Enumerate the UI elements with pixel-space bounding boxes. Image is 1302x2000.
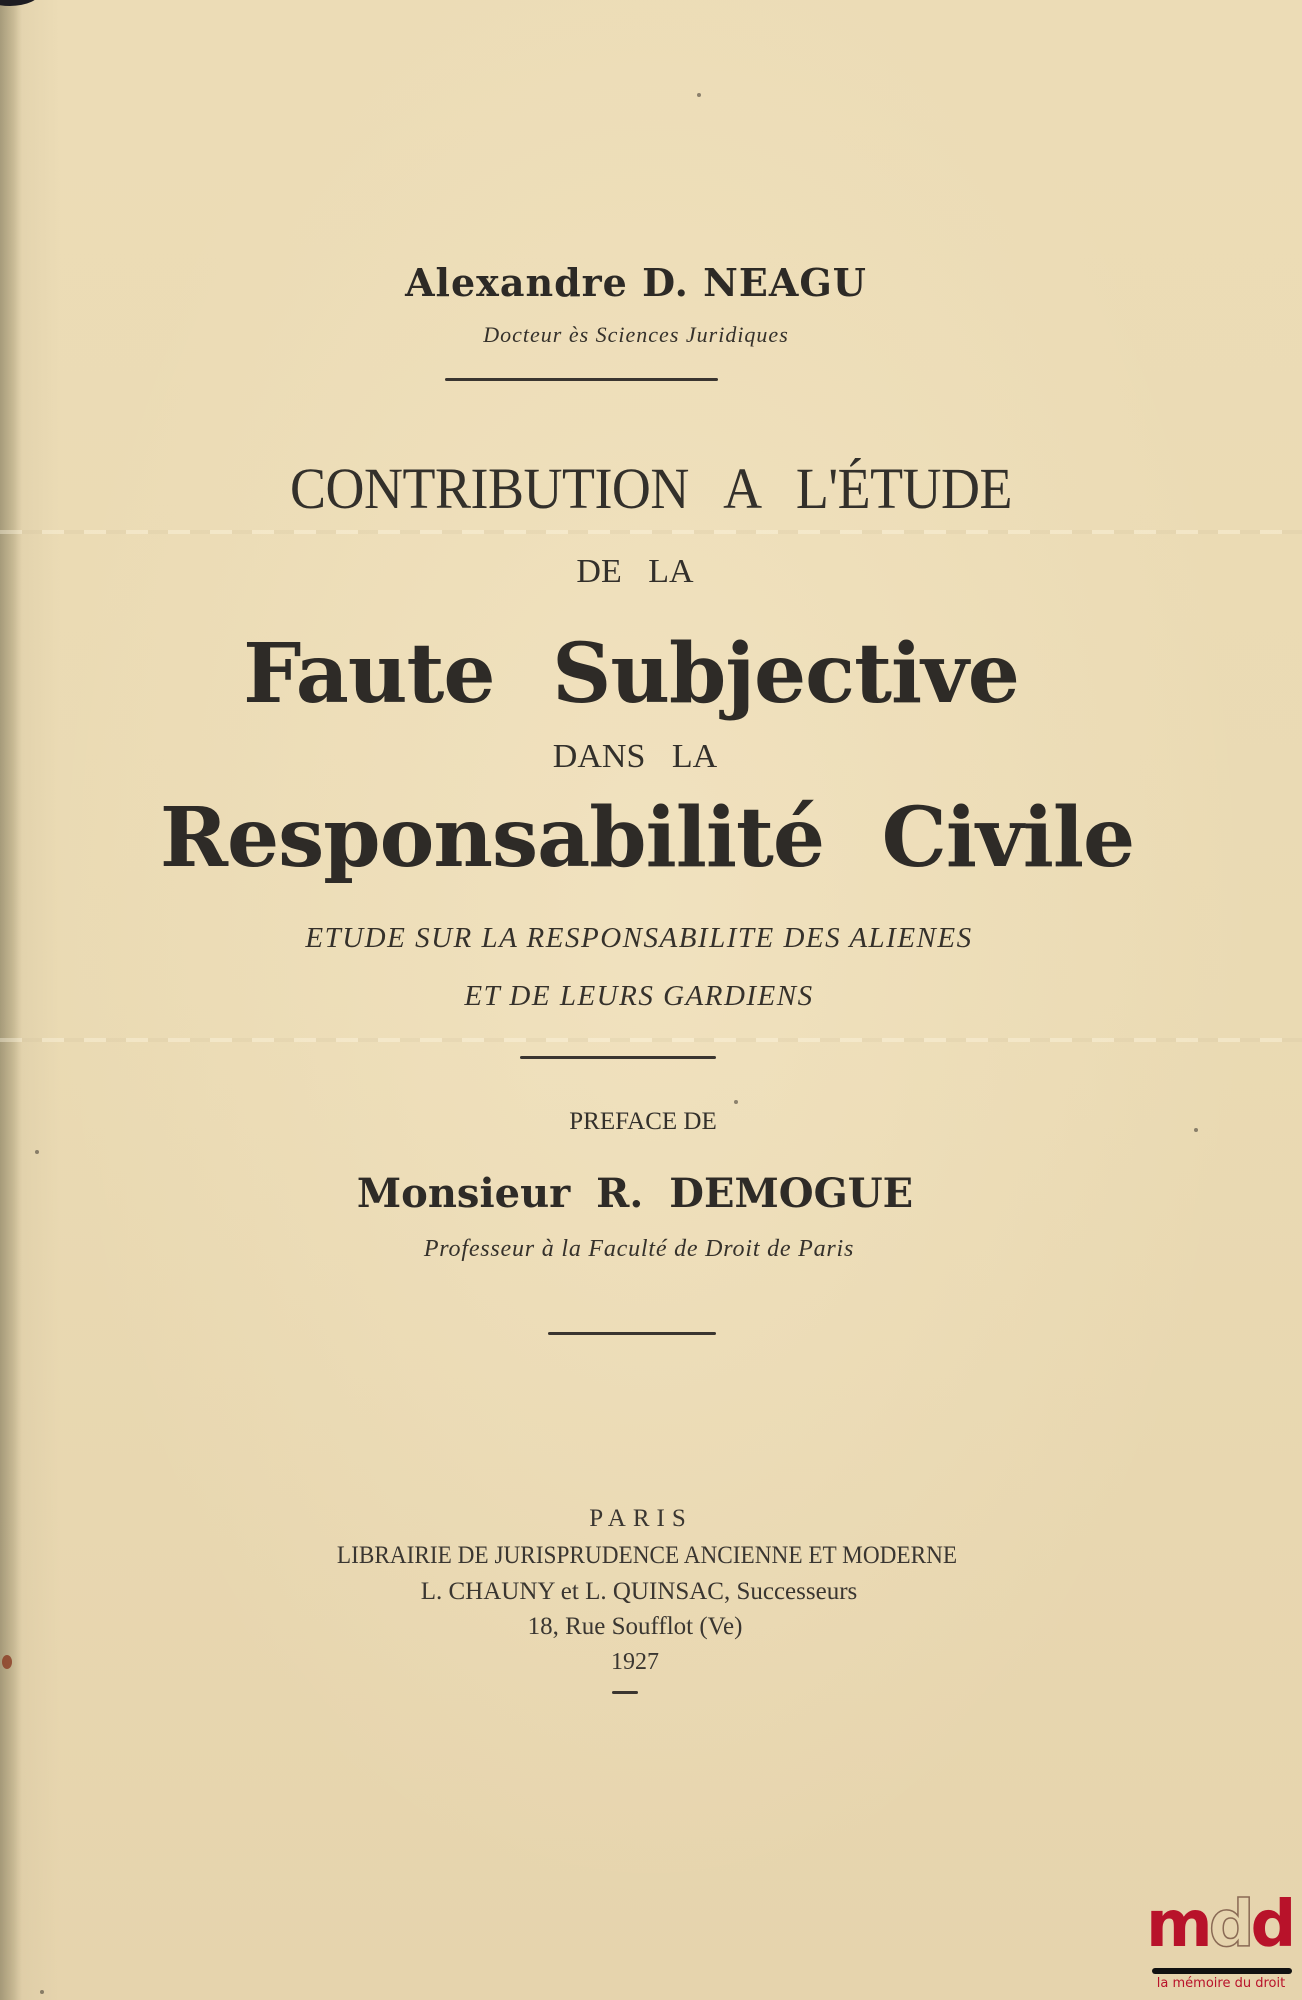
paper-speck: [40, 1990, 44, 1994]
logo-letter-d-outline: d: [1208, 1888, 1251, 1962]
title-line-dans-la: DANS LA: [552, 738, 718, 775]
title-line-contribution: CONTRIBUTION A L'ÉTUDE: [289, 456, 1013, 521]
logo-underline-bar: [1152, 1968, 1292, 1974]
mdd-logo-mark: [1146, 1888, 1296, 1962]
imprint-publisher: LIBRAIRIE DE JURISPRUDENCE ANCIENNE ET MODERNE: [336, 1542, 958, 1569]
divider-rule: [548, 1332, 716, 1335]
preface-author-role: Professeur à la Faculté de Droit de Paris: [423, 1236, 855, 1262]
mdd-logo: [1140, 1888, 1300, 1995]
imprint-city: PARIS: [589, 1505, 693, 1532]
closing-dash: [612, 1691, 638, 1694]
title-line-faute-subjective: Faute Subjective: [243, 626, 1019, 722]
corner-ink-blot: [0, 0, 40, 6]
paper-speck: [697, 93, 701, 97]
divider-rule: [445, 378, 718, 381]
author-credential: Docteur ès Sciences Juridiques: [483, 322, 789, 347]
imprint-successors: L. CHAUNY et L. QUINSAC, Successeurs: [420, 1578, 858, 1605]
paper-speck: [734, 1100, 738, 1104]
imprint-address: 18, Rue Soufflot (Ve): [527, 1613, 743, 1640]
paper-fold-line: [0, 1038, 1302, 1042]
divider-rule: [520, 1056, 716, 1059]
logo-tagline: la mémoire du droit: [1156, 1976, 1286, 1991]
logo-letter-m: m: [1146, 1888, 1209, 1962]
subtitle-line-1: ETUDE SUR LA RESPONSABILITE DES ALIENES: [305, 922, 973, 954]
paper-fold-line: [0, 530, 1302, 534]
logo-letter-d: d: [1250, 1888, 1293, 1962]
subtitle-line-2: ET DE LEURS GARDIENS: [464, 980, 814, 1012]
paper-speck: [35, 1150, 39, 1154]
author-name: Alexandre D. NEAGU: [405, 260, 867, 305]
preface-author-name: Monsieur R. DEMOGUE: [356, 1170, 914, 1217]
preface-label: PREFACE DE: [569, 1108, 717, 1135]
title-line-responsabilite-civile: Responsabilité Civile: [159, 790, 1135, 886]
title-line-de-la: DE LA: [576, 553, 694, 590]
imprint-year: 1927: [611, 1649, 659, 1675]
